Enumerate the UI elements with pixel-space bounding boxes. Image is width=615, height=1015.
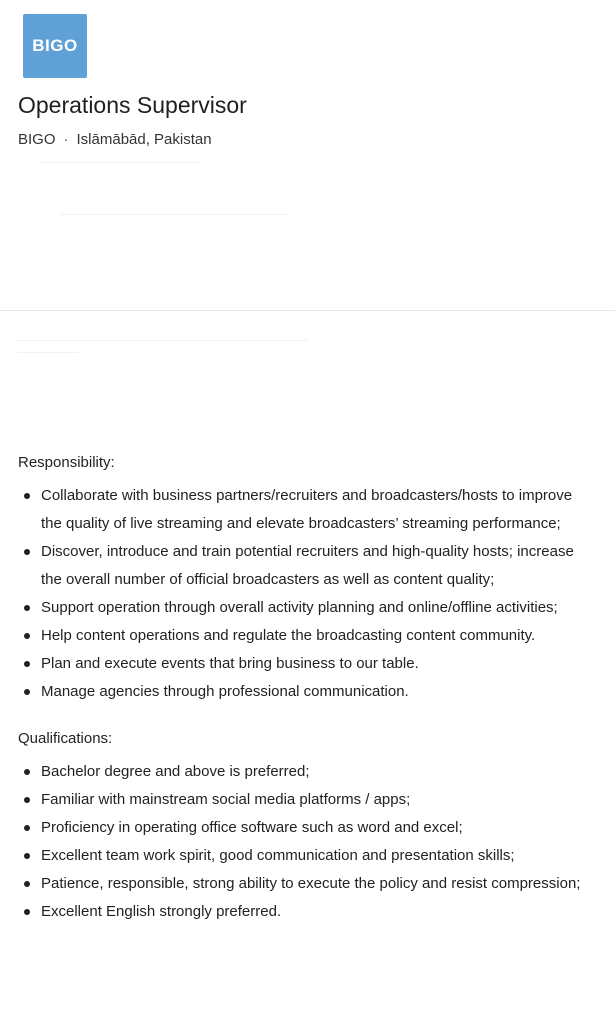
list-item: Excellent English strongly preferred.	[41, 898, 615, 926]
placeholder-line	[18, 340, 308, 341]
job-location: Islāmābād, Pakistan	[76, 131, 212, 148]
qualifications-heading: Qualifications:	[18, 730, 113, 747]
list-item: Patience, responsible, strong ability to execute the policy and resist compression;	[41, 870, 615, 898]
list-item: Help content operations and regulate the broadcasting content community.	[41, 622, 615, 650]
responsibility-list	[0, 482, 615, 706]
company-logo[interactable]	[23, 14, 87, 78]
list-item: Familiar with mainstream social media platforms / apps;	[41, 786, 615, 814]
company-name-link[interactable]: BIGO	[18, 131, 56, 148]
placeholder-line	[40, 162, 200, 163]
list-item: Manage agencies through professional communication.	[41, 678, 615, 706]
job-description	[0, 452, 615, 926]
company-location-line	[18, 131, 212, 148]
list-item: Discover, introduce and train potential recruiters and high-quality hosts; increase the overall number of official broadcasters as well as content quality;	[41, 538, 615, 594]
company-logo-text: BIGO	[32, 36, 78, 55]
list-item: Support operation through overall activity planning and online/offline activities;	[41, 594, 615, 622]
list-item: Collaborate with business partners/recruiters and broadcasters/hosts to improve the quality of live streaming and elevate broadcasters’ streaming performance;	[41, 482, 615, 538]
list-item: Plan and execute events that bring business to our table.	[41, 650, 615, 678]
job-title: Operations Supervisor	[18, 92, 247, 118]
list-item: Proficiency in operating office software such as word and excel;	[41, 814, 615, 842]
separator-dot: ·	[63, 131, 69, 148]
responsibility-heading: Responsibility:	[18, 454, 115, 471]
list-item: Bachelor degree and above is preferred;	[41, 758, 615, 786]
qualifications-list	[0, 758, 615, 926]
list-item: Excellent team work spirit, good communication and presentation skills;	[41, 842, 615, 870]
job-header	[0, 0, 615, 311]
placeholder-line	[60, 214, 290, 215]
placeholder-line	[18, 352, 78, 353]
